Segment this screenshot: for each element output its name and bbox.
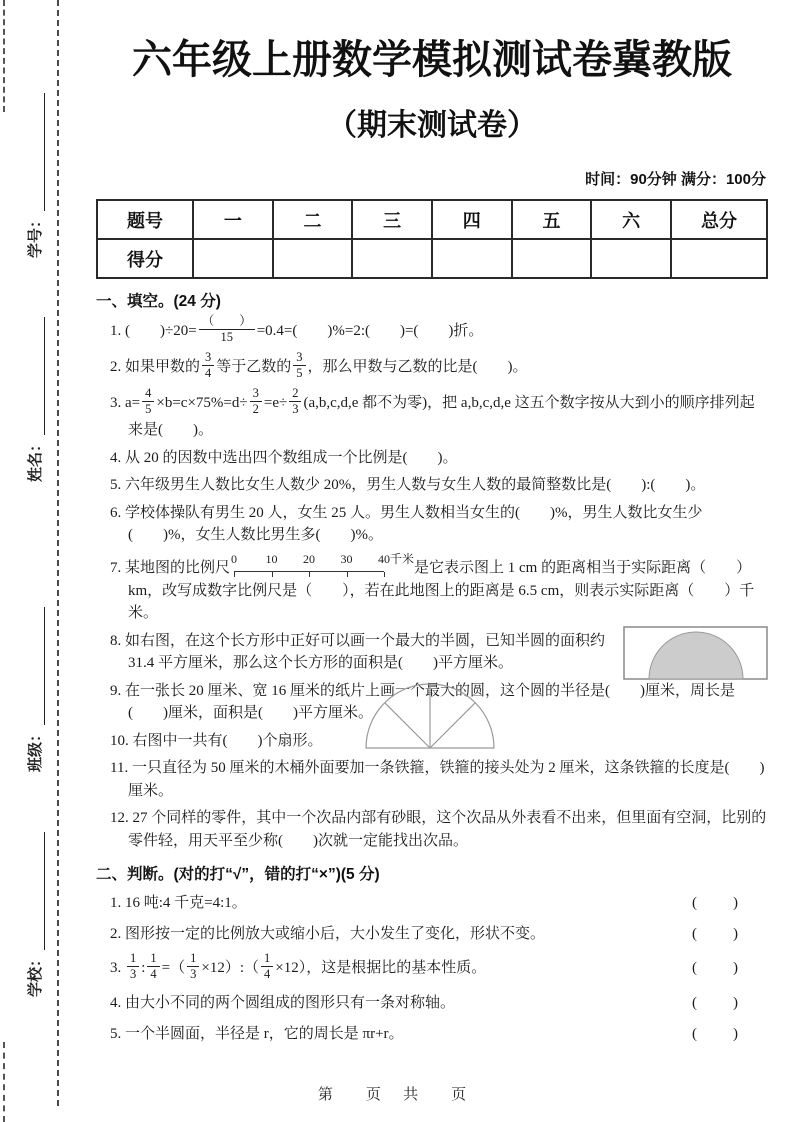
answer-bracket: ( ) <box>692 960 740 977</box>
score-header-cell: 五 <box>512 200 592 239</box>
question-text: ×b=c×75%=d÷ <box>156 394 248 411</box>
question-item: 6. 学校体操队有男生 20 人，女生 25 人。男生人数相当女生的( )%，男生人数比女生少( )%，女生人数比男生多( )%。 <box>110 504 703 543</box>
student-number-blank <box>31 93 45 211</box>
question-text: ，那么甲数与乙数的比是( )。 <box>307 358 528 375</box>
question-item <box>110 730 768 753</box>
question-item <box>110 1023 768 1046</box>
question-text: 3. a= <box>110 394 141 411</box>
score-table-header-row <box>97 200 767 239</box>
scale-tick-label: 30 <box>340 551 353 566</box>
true-false-questions <box>96 892 768 1045</box>
student-number-field <box>24 93 45 258</box>
scale-tick-label: 40 <box>378 551 391 566</box>
student-name-label: 姓名： <box>27 436 44 482</box>
answer-bracket: ( ) <box>692 925 740 942</box>
answer-bracket: ( ) <box>692 895 740 911</box>
paper-body <box>96 0 768 1053</box>
score-header-cell: 三 <box>352 200 432 239</box>
question-text: 3. $\frac{1}{3}$ : $\frac{1}{4}$ =（ $\frac{1}{3}$ ×12）:（ $\frac{1}{4}$ ×12），这是根据比的基本性质。 <box>110 951 487 981</box>
score-blank-cell <box>193 239 273 278</box>
question-text: (a,b,c,d,e 都不为零)，把 a,b,c,d,e 这五个数字按从大到小的顺序排列起来是( )。 <box>128 394 755 438</box>
section2-heading: 二、判断。(对的打“√”，错的打“×”)(5 分) <box>96 866 380 883</box>
question-text: 5. 一个半圆面，半径是 r，它的周长是 πr+r。 <box>110 1025 404 1042</box>
fraction: $\frac{1}{3}$ <box>187 951 199 982</box>
page-subtitle: （期末测试卷） <box>327 109 537 142</box>
class-field <box>24 607 45 772</box>
question-item: 11. 一只直径为 50 厘米的木桶外面要加一条铁箍，铁箍的接头处为 2 厘米，这条铁箍的长度是( )厘米。 <box>110 760 765 799</box>
exam-time-score-info: 时间：90分钟 满分：100分 <box>585 171 766 188</box>
question-item <box>110 992 768 1015</box>
score-header-cell: 四 <box>432 200 512 239</box>
class-blank <box>31 607 45 725</box>
question-item: 5. 六年级男生人数比女生人数少 20%，男生人数与女生人数的最简整数比是( ):( )。 <box>110 477 706 493</box>
rectangle-with-inscribed-semicircle-figure <box>641 626 768 688</box>
question-item <box>110 892 768 915</box>
score-header-cell: 二 <box>273 200 353 239</box>
question-text: 4. 由大小不同的两个圆组成的图形只有一条对称轴。 <box>110 995 456 1011</box>
fill-in-questions <box>96 316 768 852</box>
scale-tick-label: 20 <box>303 551 316 566</box>
question-item: 4. 从 20 的因数中选出四个数组成一个比例是( )。 <box>110 449 458 466</box>
question-item <box>110 552 768 625</box>
score-blank-cell <box>273 239 353 278</box>
class-label: 班级： <box>27 726 44 772</box>
scale-ruler-line <box>234 571 384 576</box>
scale-tick-label: 10 <box>265 551 278 566</box>
fraction: $\frac{1}{4}$ <box>261 951 273 982</box>
student-number-label: 学号： <box>27 212 44 258</box>
question-text: 10. 右图中一共有( )个扇形。 <box>110 732 323 749</box>
map-scale-bar-figure <box>231 551 415 580</box>
school-label: 学校： <box>27 951 44 997</box>
question-item <box>110 630 768 675</box>
fraction: $\frac{3}{5}$ <box>293 350 305 381</box>
question-text: 7. 某地图的比例尺 <box>110 559 231 576</box>
score-table-score-row <box>97 239 767 278</box>
question-item <box>110 923 768 946</box>
score-blank-cell <box>432 239 512 278</box>
score-blank-cell <box>352 239 432 278</box>
score-blank-cell <box>591 239 671 278</box>
question-item <box>110 316 768 347</box>
fraction: $\frac{4}{5}$ <box>142 386 154 417</box>
fraction: $\frac{1}{3}$ <box>127 951 139 982</box>
score-header-cell: 总分 <box>671 200 767 239</box>
question-text: 2. 图形按一定的比例放大或缩小后，大小发生了变化，形状不变。 <box>110 925 546 942</box>
fraction: $\frac{3}{4}$ <box>202 350 214 381</box>
page-title: 六年级上册数学模拟测试卷冀教版 <box>132 38 732 82</box>
fraction: $\frac{3}{2}$ <box>250 386 262 417</box>
score-row-label: 得分 <box>97 239 193 278</box>
student-name-blank <box>31 317 45 435</box>
fraction: $\frac{1}{4}$ <box>147 951 159 982</box>
section1-heading: 一、填空。(24 分) <box>96 293 221 310</box>
question-text: =0.4=( )%=2:( )=( )折。 <box>256 322 484 339</box>
scale-tick-label: 0 <box>231 551 238 566</box>
answer-bracket: ( ) <box>692 1025 740 1042</box>
question-text: 2. 如果甲数的 <box>110 358 201 375</box>
score-header-cell: 题号 <box>97 200 193 239</box>
score-blank-cell <box>671 239 767 278</box>
question-text: 8. 如右图，在这个长方形中正好可以画一个最大的半圆，已知半圆的面积约 31.4 平方厘米，那么这个长方形的面积是( )平方厘米。 <box>110 632 606 671</box>
score-header-cell: 一 <box>193 200 273 239</box>
score-blank-cell <box>512 239 592 278</box>
question-item <box>110 953 768 984</box>
question-text: =e÷ <box>263 394 288 411</box>
question-item <box>110 388 768 442</box>
question-item: 9. 在一张长 20 厘米、宽 16 厘米的纸片上画一个最大的圆，这个圆的半径是( )厘米，周长是( )厘米，面积是( )平方厘米。 <box>110 682 735 721</box>
score-header-cell: 六 <box>591 200 671 239</box>
question-text: 1. 16 吨:4 千克=4:1。 <box>110 895 247 911</box>
fraction: $\frac{2}{3}$ <box>289 386 301 417</box>
question-item: 12. 27 个同样的零件，其中一个次品内部有砂眼，这个次品从外表看不出来，但里面有空洞，比别的零件轻，用天平至少称( )次就一定能找出次品。 <box>110 810 767 849</box>
student-name-field <box>24 317 45 482</box>
torn-edge-dash-top <box>3 0 5 112</box>
fraction: $\frac{( )}{15}$ <box>199 314 255 345</box>
question-text: 是它表示图上 1 cm 的距离相当于实际距离（ ）km，改写成数字比例尺是（ ），若在此地图上的距离是 6.5 cm，则表示实际距离（ ）千米。 <box>128 559 755 621</box>
school-blank <box>31 832 45 950</box>
page-footer: 第 页 共 页 <box>317 1086 476 1103</box>
question-item <box>110 352 768 383</box>
scale-unit-label: 千米 <box>390 551 415 566</box>
fold-dashed-line <box>57 0 59 1106</box>
question-text: 等于乙数的 <box>216 358 292 375</box>
semicircle-sectors-figure <box>378 680 500 760</box>
score-table <box>96 199 768 279</box>
answer-bracket: ( ) <box>692 995 740 1011</box>
torn-edge-dash-bottom <box>3 1042 5 1122</box>
question-text: 1. ( )÷20= <box>110 322 197 339</box>
school-field <box>24 832 45 997</box>
